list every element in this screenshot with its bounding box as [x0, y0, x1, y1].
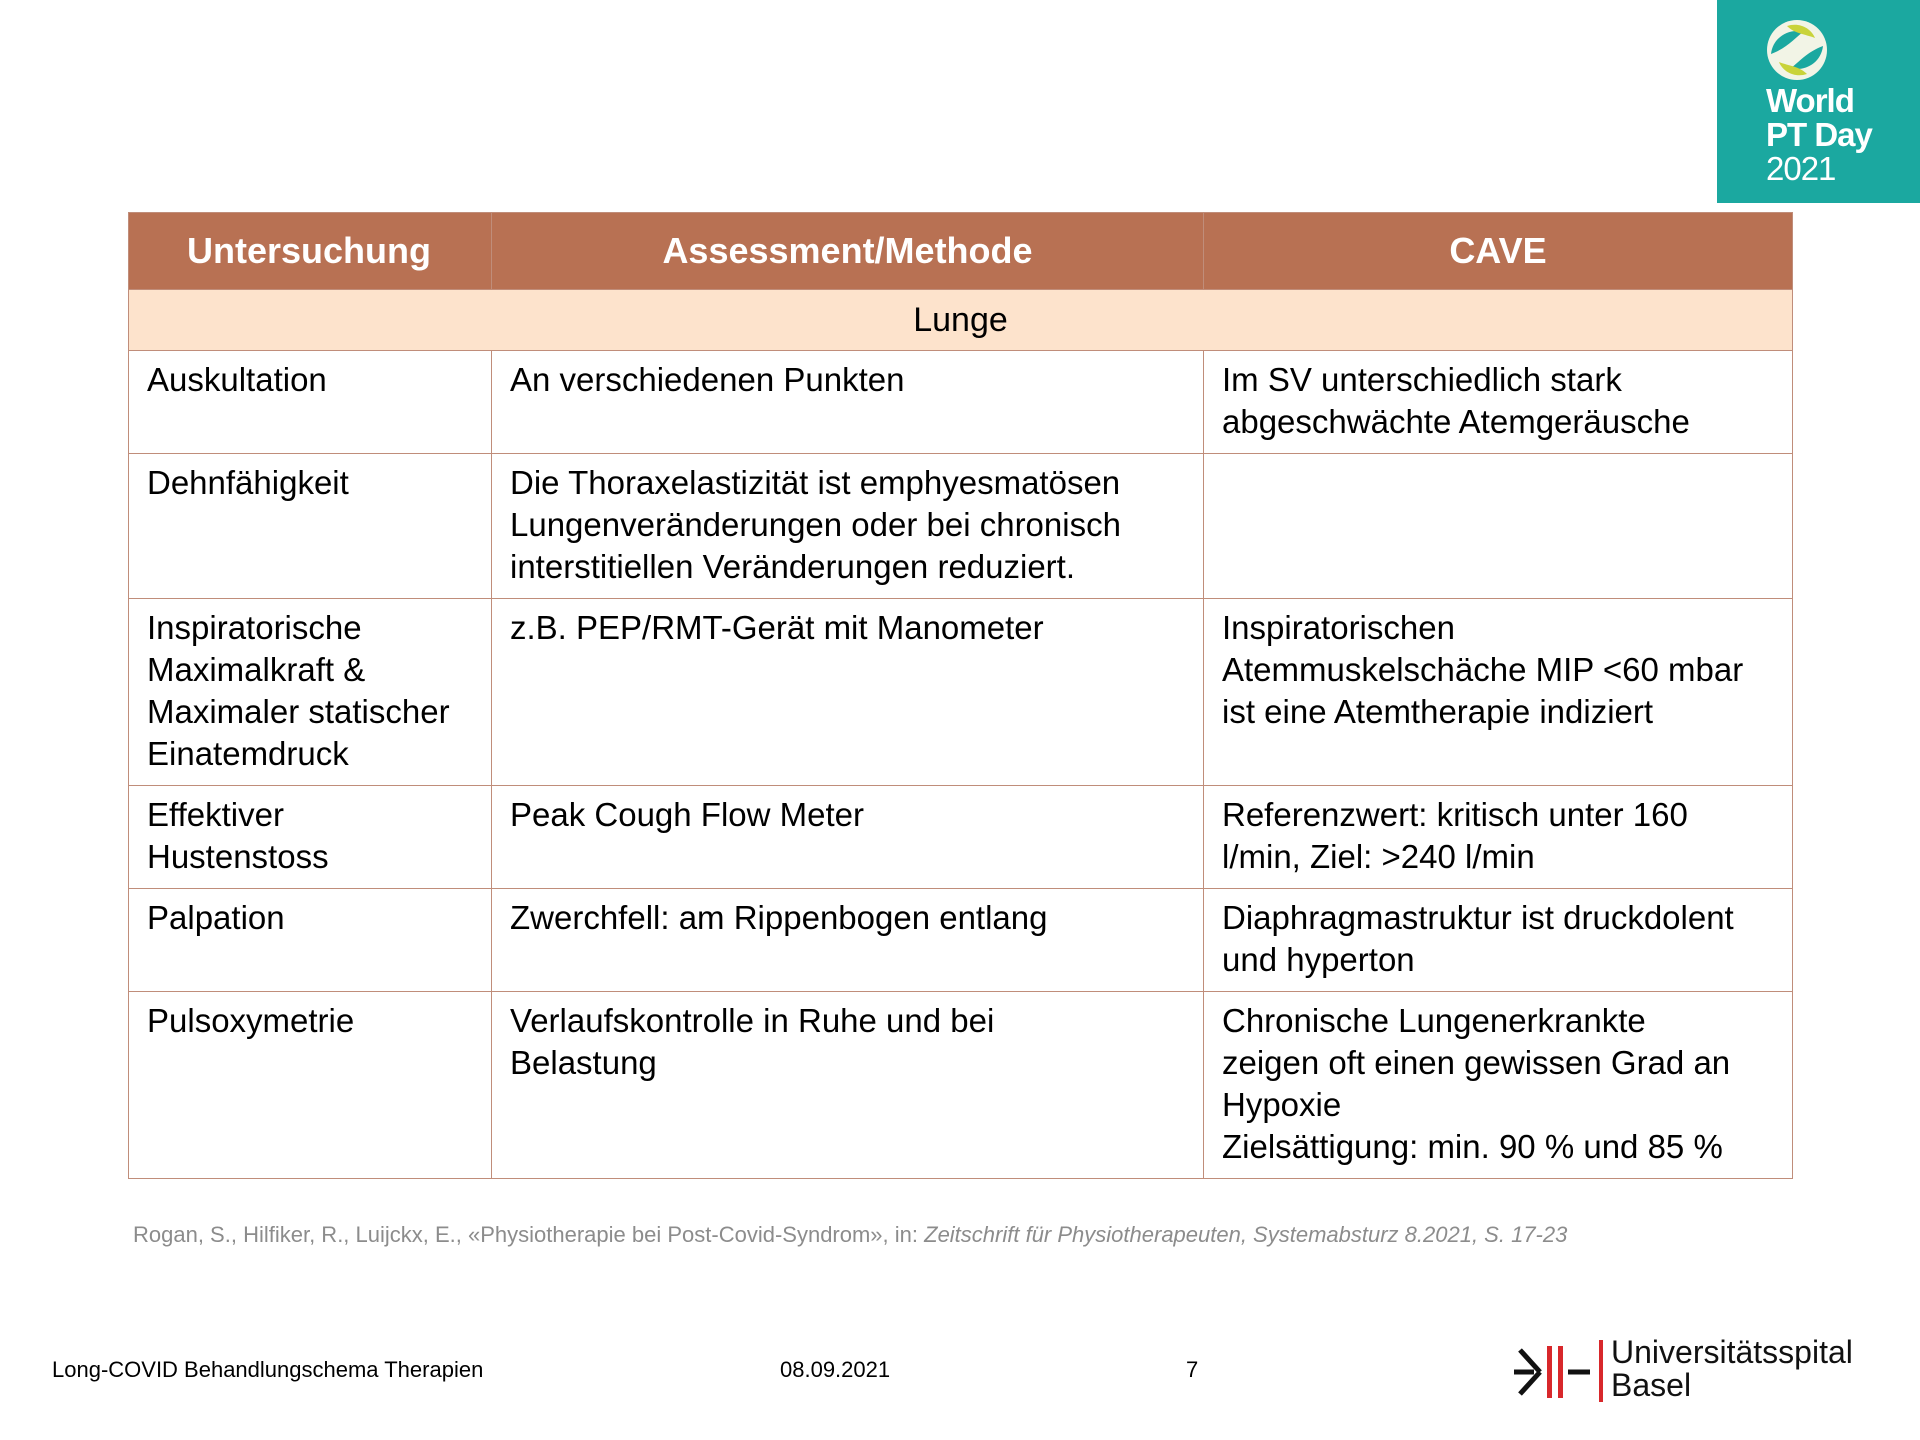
cell-cave: [1204, 599, 1793, 786]
cell-line: Referenzwert: kritisch unter 160: [1222, 796, 1688, 833]
footer-date: 08.09.2021: [780, 1357, 891, 1382]
table-row: [129, 351, 1793, 454]
cell-line: Inspiratorischen: [1222, 609, 1455, 646]
citation-plain: Rogan, S., Hilfiker, R., Luijckx, E., «Physiotherapie bei Post-Covid-Syndrom», in:: [133, 1222, 925, 1247]
table-row: [129, 889, 1793, 992]
cell-line: Lungenveränderungen oder bei chronisch: [510, 506, 1121, 543]
cell-line: Effektiver: [147, 796, 284, 833]
cell-untersuchung: [129, 351, 492, 454]
cell-untersuchung: [129, 786, 492, 889]
logo-line-1: World: [1766, 82, 1854, 119]
cell-line: Peak Cough Flow Meter: [510, 796, 864, 833]
cell-line: Zielsättigung: min. 90 % und 85 %: [1222, 1128, 1723, 1165]
logo-text: [1766, 84, 1872, 186]
cell-line: Hustenstoss: [147, 838, 329, 875]
cell-cave: [1204, 351, 1793, 454]
table-header-row: [129, 213, 1793, 290]
cell-line: Chronische Lungenerkrankte: [1222, 1002, 1646, 1039]
cell-untersuchung: [129, 889, 492, 992]
cell-line: z.B. PEP/RMT-Gerät mit Manometer: [510, 609, 1044, 646]
usb-name-line-1: Universitätsspital: [1611, 1334, 1853, 1370]
header-assessment-methode: Assessment/Methode: [492, 213, 1204, 290]
section-row: [129, 290, 1793, 351]
cell-line: Palpation: [147, 899, 285, 936]
cell-line: Diaphragmastruktur ist druckdolent: [1222, 899, 1734, 936]
cell-cave: [1204, 992, 1793, 1179]
cell-line: Einatemdruck: [147, 735, 349, 772]
cell-untersuchung: [129, 992, 492, 1179]
logo-line-3: 2021: [1766, 150, 1836, 187]
world-pt-day-logo: [1717, 0, 1920, 203]
usb-divider: [1599, 1340, 1603, 1402]
cell-methode: [492, 599, 1204, 786]
cell-cave: [1204, 889, 1793, 992]
cell-untersuchung: [129, 599, 492, 786]
universitaetsspital-basel-logo: [1512, 1336, 1872, 1406]
cell-line: Maximalkraft &: [147, 651, 366, 688]
citation: [133, 1222, 1567, 1248]
cell-methode: [492, 786, 1204, 889]
cell-cave: [1204, 454, 1793, 599]
cell-line: Dehnfähigkeit: [147, 464, 349, 501]
world-pt-day-emblem-icon: [1765, 18, 1829, 82]
cell-line: Pulsoxymetrie: [147, 1002, 355, 1039]
logo-line-2: PT Day: [1766, 116, 1872, 153]
cell-line: und hyperton: [1222, 941, 1415, 978]
cell-line: l/min, Ziel: >240 l/min: [1222, 838, 1535, 875]
section-label: Lunge: [129, 290, 1793, 351]
cell-line: interstitiellen Veränderungen reduziert.: [510, 548, 1076, 585]
cell-line: Belastung: [510, 1044, 657, 1081]
footer-title: Long-COVID Behandlungschema Therapien: [52, 1357, 484, 1382]
page-number: 7: [1186, 1357, 1199, 1382]
cell-line: zeigen oft einen gewissen Grad an: [1222, 1044, 1731, 1081]
usb-name: [1611, 1336, 1853, 1402]
cell-line: abgeschwächte Atemgeräusche: [1222, 403, 1690, 440]
assessment-table: [128, 212, 1793, 1179]
cell-line: ist eine Atemtherapie indiziert: [1222, 693, 1654, 730]
table-row: [129, 992, 1793, 1179]
cell-line: Atemmuskelschäche MIP <60 mbar: [1222, 651, 1744, 688]
usb-emblem-icon: [1512, 1342, 1592, 1402]
cell-methode: [492, 454, 1204, 599]
cell-methode: [492, 889, 1204, 992]
cell-line: Im SV unterschiedlich stark: [1222, 361, 1622, 398]
cell-methode: [492, 351, 1204, 454]
cell-untersuchung: [129, 454, 492, 599]
cell-line: Die Thoraxelastizität ist emphyesmatösen: [510, 464, 1121, 501]
cell-line: Zwerchfell: am Rippenbogen entlang: [510, 899, 1048, 936]
cell-line: Verlaufskontrolle in Ruhe und bei: [510, 1002, 995, 1039]
cell-cave: [1204, 786, 1793, 889]
usb-name-line-2: Basel: [1611, 1367, 1692, 1403]
table-row: [129, 599, 1793, 786]
header-untersuchung: Untersuchung: [129, 213, 492, 290]
table-row: [129, 454, 1793, 599]
cell-line: An verschiedenen Punkten: [510, 361, 905, 398]
cell-line: Maximaler statischer: [147, 693, 450, 730]
citation-source: Zeitschrift für Physiotherapeuten, Systemabsturz 8.2021, S. 17-23: [924, 1222, 1568, 1247]
table-row: [129, 786, 1793, 889]
cell-line: Auskultation: [147, 361, 327, 398]
cell-methode: [492, 992, 1204, 1179]
header-cave: CAVE: [1204, 213, 1793, 290]
cell-line: Hypoxie: [1222, 1086, 1342, 1123]
cell-line: Inspiratorische: [147, 609, 362, 646]
